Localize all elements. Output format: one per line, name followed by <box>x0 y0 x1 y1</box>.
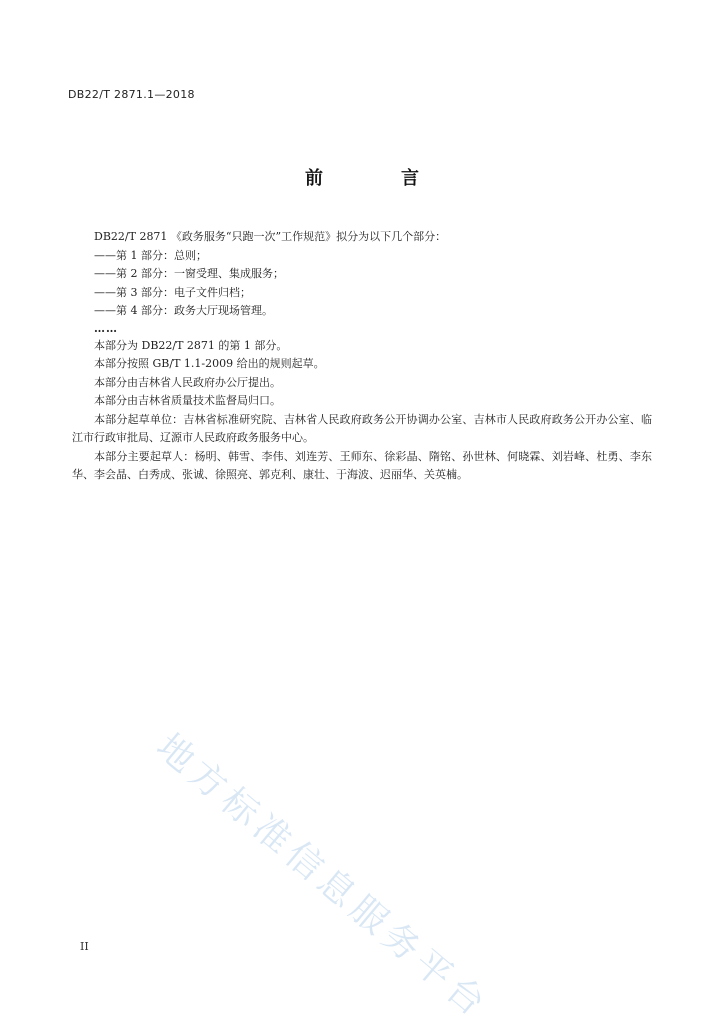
drafting-units-paragraph: 本部分起草单位：吉林省标准研究院、吉林省人民政府政务公开协调办公室、吉林市人民政府政务公开办公室、临江市行政审批局、辽源市人民政府政务服务中心。 <box>72 412 652 444</box>
part-item: ——第 3 部分：电子文件归档； <box>94 285 251 299</box>
statement-line: 本部分由吉林省人民政府办公厅提出。 <box>94 375 281 389</box>
ellipsis: …… <box>94 321 118 335</box>
page-number: II <box>80 940 89 953</box>
page-title: 前 言 <box>305 168 449 189</box>
statement-line: 本部分按照 GB/T 1.1-2009 给出的规则起草。 <box>94 357 325 370</box>
watermark: 地方标准信息服务平台 <box>148 726 497 1028</box>
foreword-body <box>72 228 652 485</box>
statement-line: 本部分由吉林省质量技术监督局归口。 <box>94 394 281 407</box>
statement-line: 本部分为 DB22/T 2871 的第 1 部分。 <box>94 338 288 352</box>
intro-line: DB22/T 2871 《政务服务“只跑一次”工作规范》拟分为以下几个部分： <box>94 230 447 243</box>
part-item: ——第 1 部分：总则； <box>94 248 207 262</box>
part-item: ——第 2 部分：一窗受理、集成服务； <box>94 267 284 280</box>
part-item: ——第 4 部分：政务大厅现场管理。 <box>94 304 273 317</box>
standard-code: DB22/T 2871.1—2018 <box>68 88 195 101</box>
main-drafters-paragraph: 本部分主要起草人：杨明、韩雪、李伟、刘连芳、王师东、徐彩晶、隋铭、孙世林、何晓霖、刘岩峰、杜勇、李东华、李会晶、白秀成、张诚、徐照亮、郭克利、康壮、于海波、迟丽华、关英楠。 <box>72 449 652 481</box>
